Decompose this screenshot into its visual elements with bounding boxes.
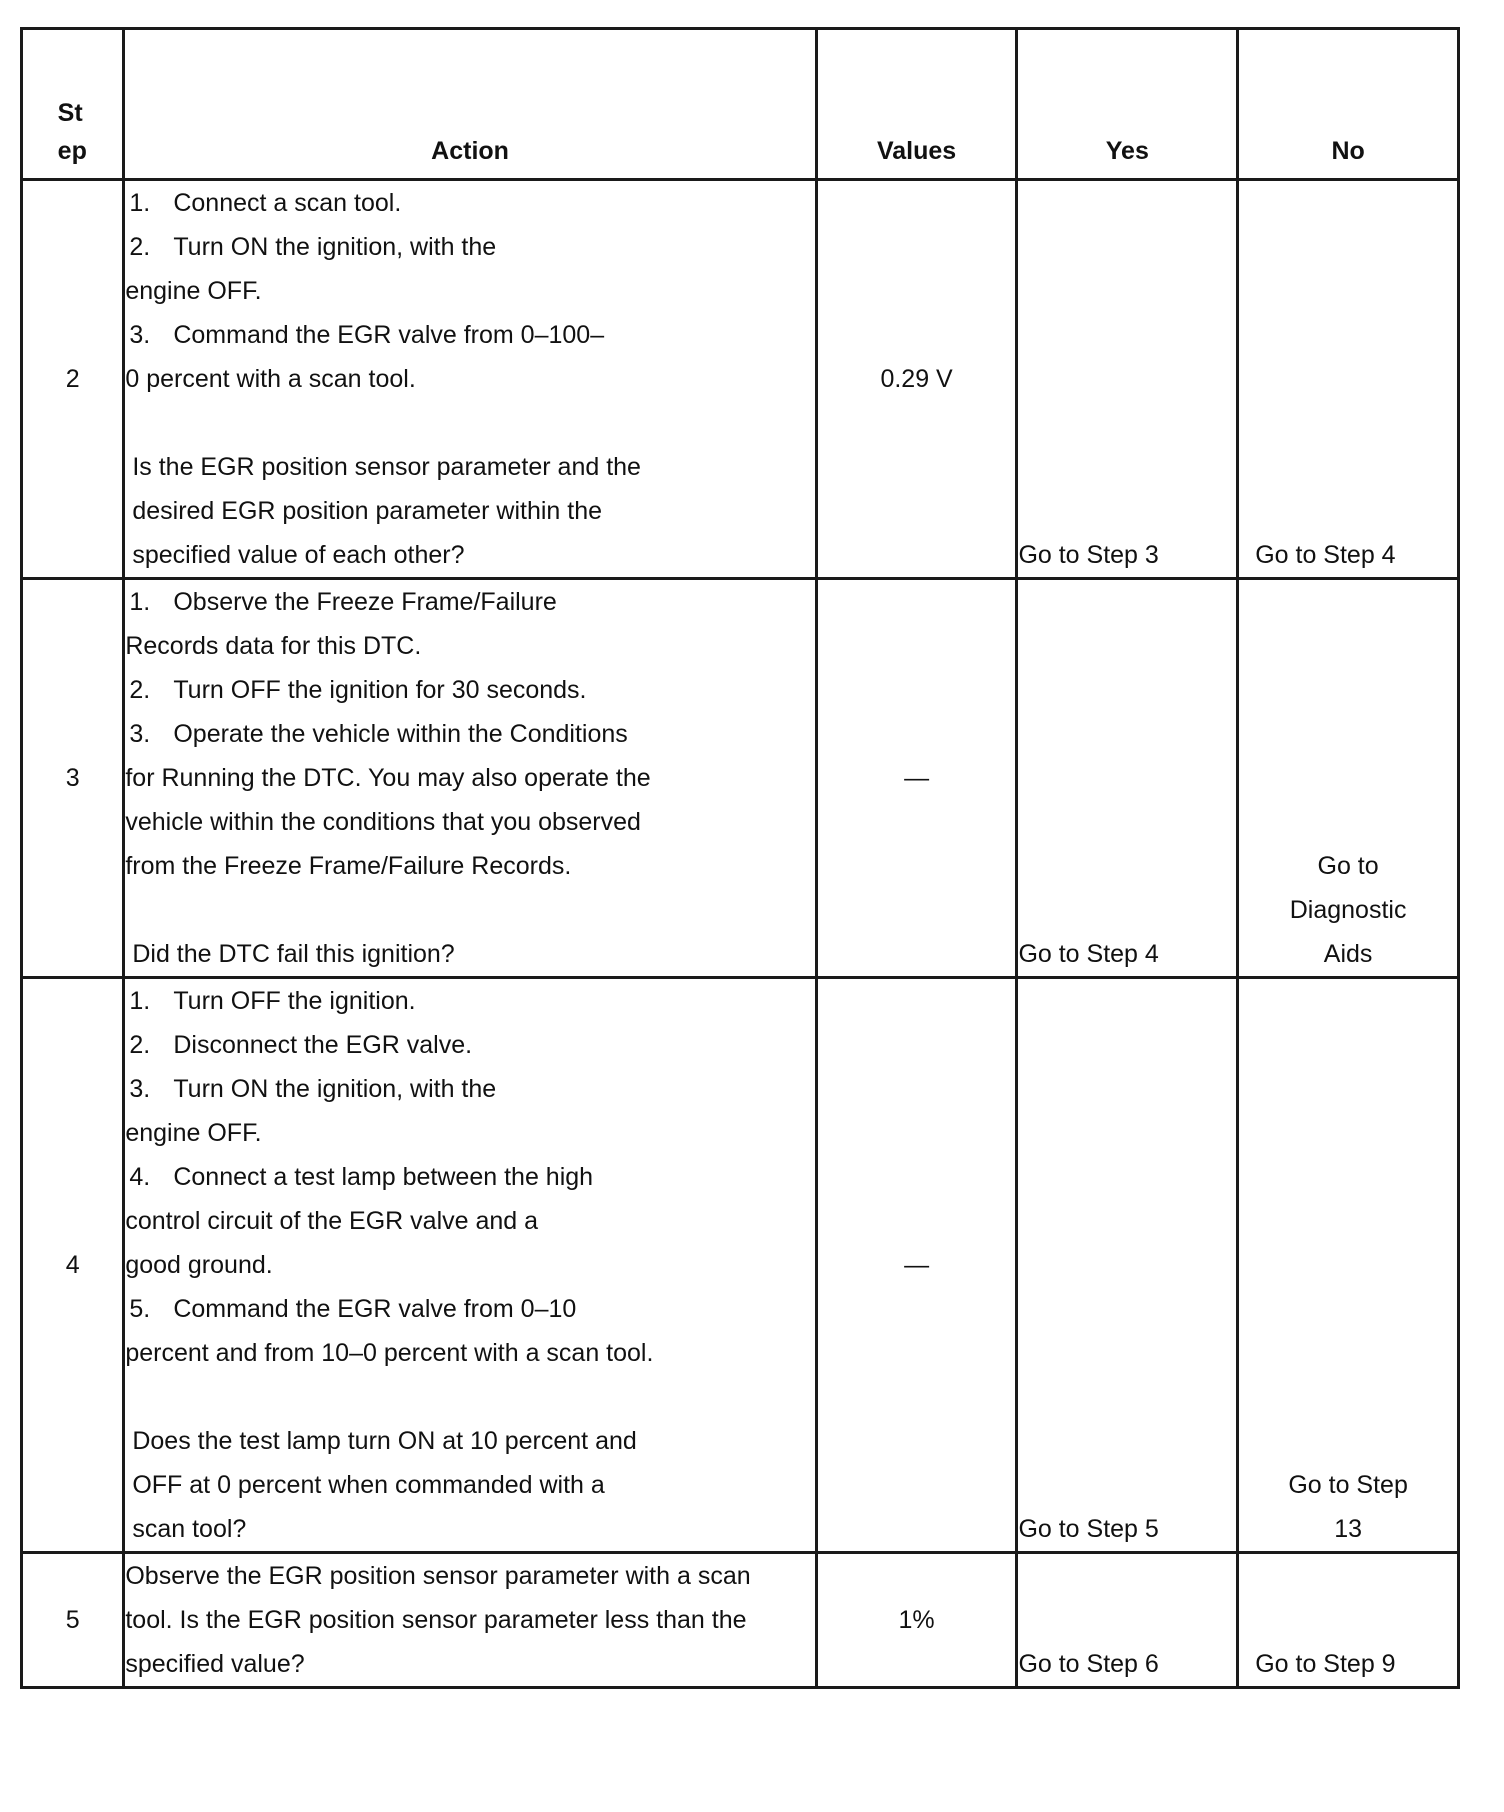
action-cell <box>124 579 816 978</box>
action-item: 3. Command the EGR valve from 0–100–0 percent with a scan tool. <box>125 321 605 393</box>
no-cell: Go to Step 13 <box>1238 978 1459 1553</box>
yes-cell: Go to Step 4 <box>1017 579 1238 978</box>
diagnostic-table <box>20 27 1460 1689</box>
value-cell: 1% <box>816 1553 1017 1688</box>
action-item: 2. Turn ON the ignition, with the engine OFF. <box>125 233 497 305</box>
table-row <box>22 978 1459 1553</box>
table-row <box>22 579 1459 978</box>
table-row <box>22 180 1459 579</box>
action-item: 1. Connect a scan tool. <box>129 189 402 217</box>
action-list <box>125 181 814 401</box>
header-step: Step <box>22 29 124 180</box>
question-text: Did the DTC fail this ignition? <box>132 940 455 968</box>
header-action: Action <box>124 29 816 180</box>
no-cell: Go to Step 4 <box>1238 180 1459 579</box>
step-number: 4 <box>22 978 124 1553</box>
action-item: 3. Turn ON the ignition, with the engine OFF. <box>125 1075 497 1147</box>
header-yes: Yes <box>1017 29 1238 180</box>
question-text: Does the test lamp turn ON at 10 percent and OFF at 0 percent when commanded with a scan tool? <box>132 1427 637 1543</box>
action-item: 5. Command the EGR valve from 0–10 percent and from 10–0 percent with a scan tool. <box>125 1295 654 1367</box>
action-item: 1. Observe the Freeze Frame/Failure Records data for this DTC. <box>125 588 557 660</box>
action-item: 4. Connect a test lamp between the high control circuit of the EGR valve and a good ground. <box>125 1163 594 1279</box>
action-text: Observe the EGR position sensor parameter with a scan tool. Is the EGR position sensor parameter less than the specified value? <box>125 1562 751 1678</box>
step-number: 5 <box>22 1553 124 1688</box>
action-cell <box>124 1553 816 1688</box>
header-no: No <box>1238 29 1459 180</box>
action-list <box>125 979 814 1375</box>
yes-cell: Go to Step 6 <box>1017 1553 1238 1688</box>
action-cell <box>124 180 816 579</box>
action-list <box>125 580 814 888</box>
value-cell: 0.29 V <box>816 180 1017 579</box>
diagnostic-table-page <box>20 27 1460 1689</box>
no-cell: Go to Step 9 <box>1238 1553 1459 1688</box>
header-row <box>22 29 1459 180</box>
no-cell: Go to Diagnostic Aids <box>1238 579 1459 978</box>
step-number: 3 <box>22 579 124 978</box>
step-number: 2 <box>22 180 124 579</box>
action-item: 2. Disconnect the EGR valve. <box>129 1031 473 1059</box>
action-item: 1. Turn OFF the ignition. <box>129 987 416 1015</box>
header-values: Values <box>816 29 1017 180</box>
table-row <box>22 1553 1459 1688</box>
value-cell: — <box>816 978 1017 1553</box>
yes-cell: Go to Step 3 <box>1017 180 1238 579</box>
yes-cell: Go to Step 5 <box>1017 978 1238 1553</box>
action-item: 3. Operate the vehicle within the Conditions for Running the DTC. You may also operate the vehicle within the conditions that you observed from the Freeze Frame/Failure Records. <box>125 720 651 880</box>
action-item: 2. Turn OFF the ignition for 30 seconds. <box>129 676 587 704</box>
value-cell: — <box>816 579 1017 978</box>
action-cell <box>124 978 816 1553</box>
question-text: Is the EGR position sensor parameter and the desired EGR position parameter within the specified value of each other? <box>132 453 641 569</box>
